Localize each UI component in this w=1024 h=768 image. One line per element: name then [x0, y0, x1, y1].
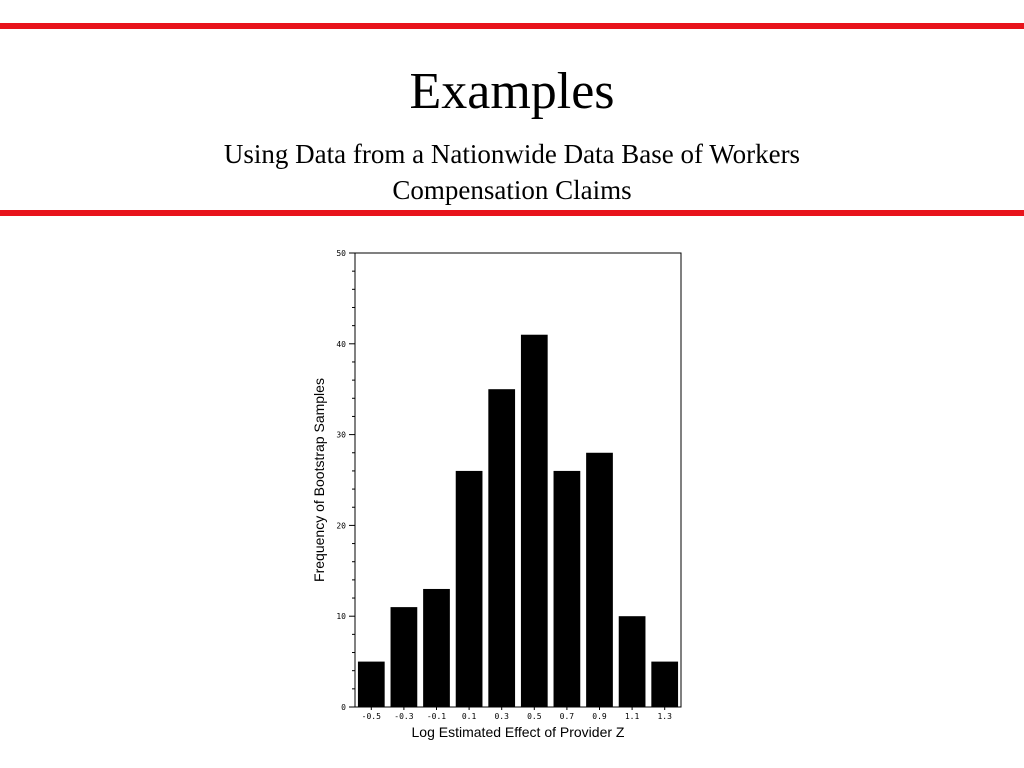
bar-0.1 [456, 471, 483, 707]
y-tick-label: 20 [336, 521, 346, 531]
slide-title: Examples [409, 63, 615, 120]
y-tick-label: 50 [336, 249, 346, 258]
bar-1.1 [619, 616, 646, 707]
y-tick-label: 40 [336, 339, 346, 349]
bar-1.3 [651, 662, 678, 707]
x-tick-label: 0.9 [592, 712, 607, 721]
subtitle-line-2: Compensation Claims [392, 175, 632, 205]
y-tick-label: 0 [341, 703, 346, 712]
y-tick-label: 10 [336, 612, 346, 622]
bar-0.3 [488, 389, 515, 707]
bar--0.1 [423, 589, 450, 707]
y-axis-title: Frequency of Bootstrap Samples [311, 378, 327, 582]
subtitle-line-1: Using Data from a Nationwide Data Base of Workers [223, 139, 801, 169]
bar-0.9 [586, 453, 613, 707]
x-tick-label: 0.5 [527, 712, 542, 721]
bar--0.3 [391, 607, 418, 707]
bar--0.5 [358, 662, 385, 707]
x-tick-label: -0.1 [426, 712, 447, 721]
x-tick-label: 1.1 [624, 712, 640, 721]
x-axis-title: Log Estimated Effect of Provider Z [411, 724, 625, 740]
x-tick-label: 0.1 [461, 712, 477, 721]
x-tick-label: -0.5 [361, 712, 381, 721]
x-tick-label: 1.3 [657, 712, 672, 721]
y-tick-label: 30 [336, 430, 346, 440]
x-tick-label: -0.3 [394, 712, 414, 721]
x-tick-label: 0.7 [559, 712, 575, 721]
bar-0.7 [554, 471, 581, 707]
x-tick-label: 0.3 [494, 712, 509, 721]
bar-0.5 [521, 335, 548, 707]
